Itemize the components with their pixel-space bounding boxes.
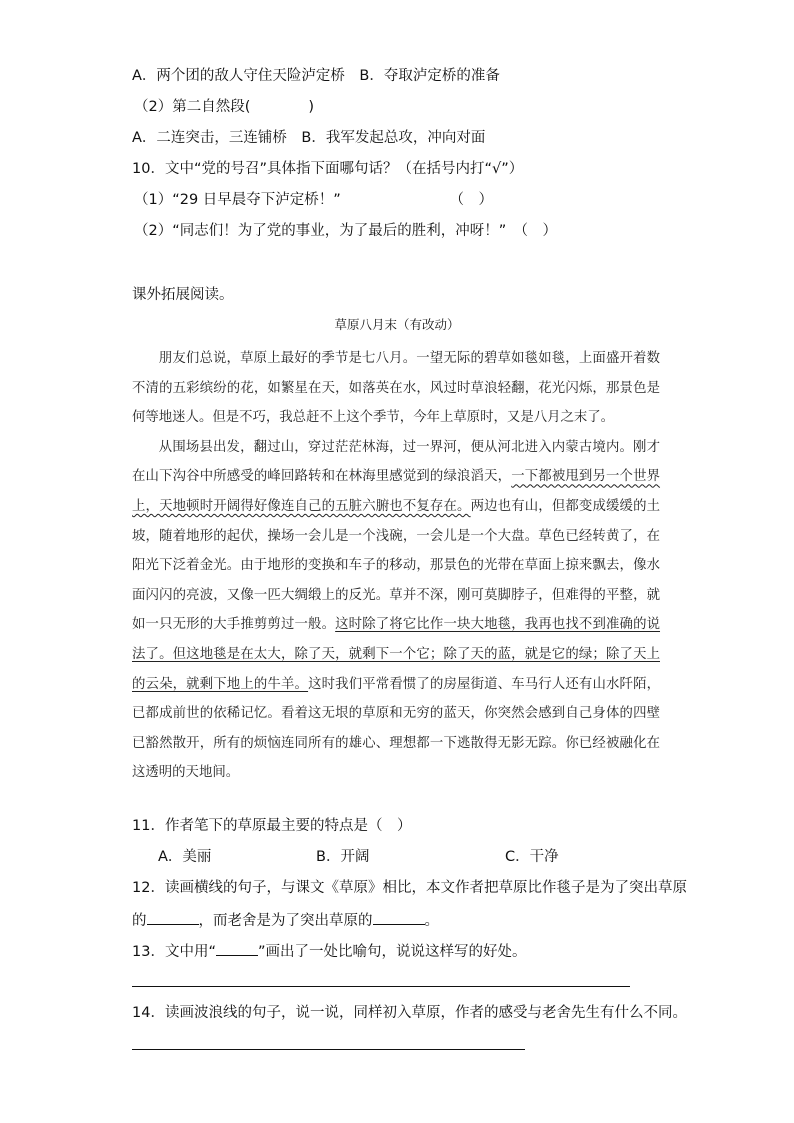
passage-paragraph-1: 朋友们总说，草原上最好的季节是七八月。一望无际的碧草如毯如毯，上面盛开着数不清的五彩缤纷的花，如繁星在天，如落英在水，风过时草浪轻翻，花光闪烁，那景色是何等地迷人。但是不巧，我总赶不上这个季节，今年上草原时，又是八月之末了。 <box>132 351 660 426</box>
answer-line[interactable] <box>132 1049 525 1050</box>
underline-sample <box>216 940 258 956</box>
q9-options-line-1: A．两个团的敌人守住天险泸定桥 B．夺取泸定桥的准备 <box>132 68 500 84</box>
section-label: 课外拓展阅读。 <box>132 287 234 303</box>
passage-paragraph-2 <box>132 433 660 788</box>
question-10: 10．文中“党的号召”具体指下面哪句话？（在括号内打“√”） <box>132 161 524 177</box>
q9-part-2: （2）第二自然段( ) <box>134 99 315 115</box>
q13-text: 13．文中用“ <box>132 944 216 960</box>
passage-body <box>132 344 660 788</box>
q11-option-c: C．干净 <box>505 849 559 865</box>
answer-blank[interactable] <box>147 909 199 925</box>
passage-text: 两边也有山，但都变成缓缓的土坡，随着地形的起伏，操场一会儿是一个浅碗，一会儿是一个大盘。草色已经转黄了，在阳光下泛着金光。由于地形的变换和车子的移动，那景色的光带在草面上掠来飘去，像水面闪闪的亮波，又像一匹大绸缎上的反光。草并不深，刚可莫脚脖子，但难得的平整，就如一只无形的大手推剪剪过一般。 <box>132 498 661 633</box>
question-10-item-1: （1）“29 日早晨夺下泸定桥！” （ ） <box>134 192 494 208</box>
question-12-line-1: 12．读画横线的句子，与课文《草原》相比，本文作者把草原比作毯子是为了突出草原 <box>132 880 687 896</box>
q9-options-line-2: A．二连突击，三连铺桥 B．我军发起总攻，冲向对面 <box>132 130 486 146</box>
passage-text: 从围场县出发，翻过山，穿过茫茫林海，过一界河，便从河北进入内蒙古境内。刚才在山下沟谷中所感受的峰回路转和在林海里感觉到的绿浪滔天， <box>132 439 660 485</box>
q11-option-b: B．开阔 <box>316 849 370 865</box>
q12-text: 的 <box>132 913 147 929</box>
straight-underlined-sentence: 这时除了将它比作一块大地毯，我再也找不到准确的说法了。但这地毯是在太大，除了天，就剩下一个它；除了天的蓝，就是它的绿；除了天上的云朵，就剩下地上的牛羊。 <box>132 617 661 692</box>
q12-text: ，而老舍是为了突出草原的 <box>198 913 373 929</box>
question-12-line-2 <box>132 909 439 931</box>
answer-blank[interactable] <box>373 909 425 925</box>
q12-text: 。 <box>424 913 439 929</box>
question-13 <box>132 940 526 962</box>
question-11: 11．作者笔下的草原最主要的特点是（ ） <box>132 818 412 834</box>
question-10-item-2: （2）“同志们！为了党的事业，为了最后的胜利，冲呀！” （ ） <box>134 223 557 239</box>
passage-text: 这时我们平常看惯了的房屋街道、车马行人还有山水阡陌，已都成前世的依稀记忆。看着这无垠的草原和无穷的蓝天，你突然会感到自己身体的四壁已豁然散开，所有的烦恼连同所有的雄心、理想都一下逃散得无影无踪。你已经被融化在这透明的天地间。 <box>132 676 661 781</box>
question-14: 14．读画波浪线的句子，说一说，同样初入草原，作者的感受与老舍先生有什么不同。 <box>132 1005 687 1021</box>
passage-title: 草原八月末（有改动） <box>334 317 460 332</box>
answer-line[interactable] <box>132 986 630 987</box>
wavy-underlined-sentence: 一下都被甩到另一个世界上，天地顿时开阔得好像连自己的五脏六腑也不复存在。 <box>132 469 661 514</box>
q13-text: ”画出了一处比喻句，说说这样写的好处。 <box>257 944 527 960</box>
q11-option-a: A．美丽 <box>158 849 212 865</box>
